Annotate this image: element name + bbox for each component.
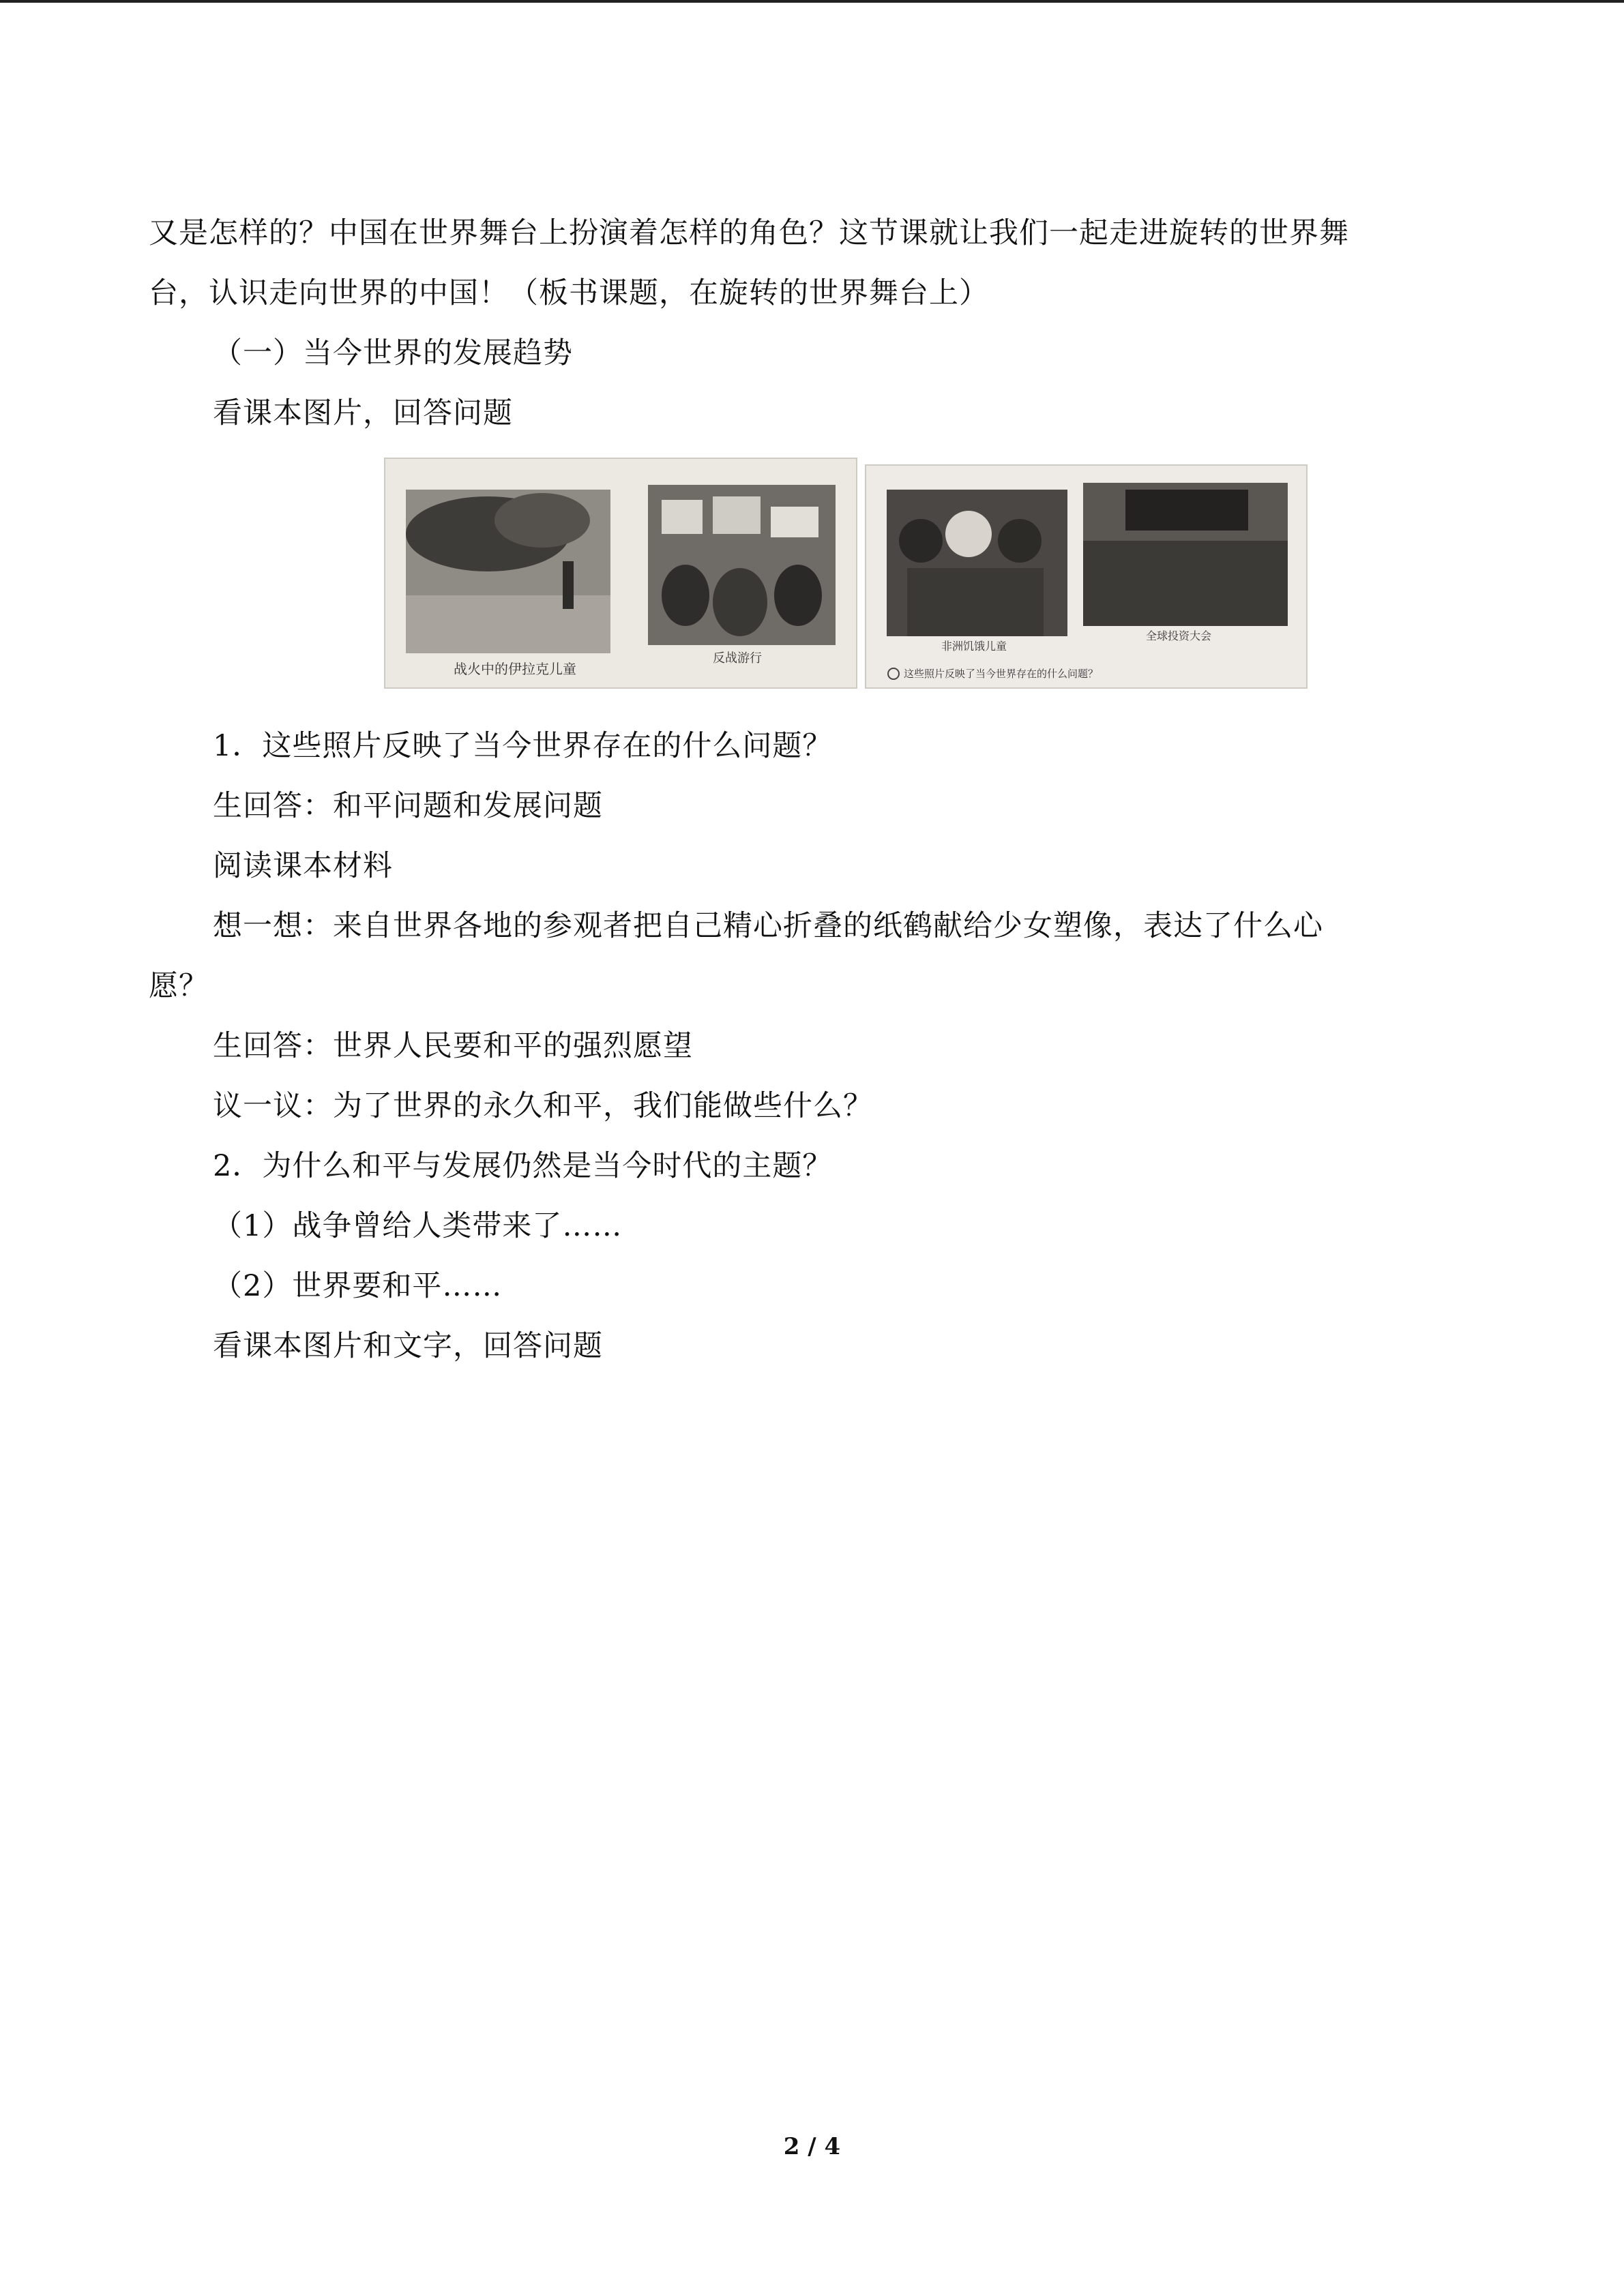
svg-text:战火中的伊拉克儿童: 战火中的伊拉克儿童 (454, 661, 576, 677)
point-2: （2）世界要和平…… (213, 1269, 503, 1303)
paragraph-line-1: 又是怎样的？中国在世界舞台上扮演着怎样的角色？这节课就让我们一起走进旋转的世界舞 (149, 216, 1349, 250)
instruction-photos-text: 看课本图片和文字，回答问题 (213, 1329, 603, 1363)
discuss-prompt: 议一议：为了世界的永久和平，我们能做些什么？ (213, 1089, 873, 1123)
svg-text:非洲饥饿儿童: 非洲饥饿儿童 (941, 640, 1007, 653)
paragraph-line-4: 看课本图片，回答问题 (213, 396, 513, 430)
page-top-border (0, 0, 1624, 3)
textbook-photo-left (384, 458, 857, 689)
question-2: 2．为什么和平与发展仍然是当今时代的主题？ (213, 1149, 833, 1183)
student-answer-2: 生回答：世界人民要和平的强烈愿望 (213, 1029, 693, 1063)
think-prompt: 想一想：来自世界各地的参观者把自己精心折叠的纸鹤献给少女塑像，表达了什么心 (213, 909, 1323, 943)
textbook-photo-right (865, 464, 1308, 689)
question-1: 1．这些照片反映了当今世界存在的什么问题？ (213, 729, 833, 763)
page-number: 2 / 4 (783, 2133, 841, 2160)
svg-text:反战游行: 反战游行 (713, 651, 762, 666)
svg-text:这些照片反映了当今世界存在的什么问题？: 这些照片反映了当今世界存在的什么问题？ (904, 668, 1099, 680)
point-1: （1）战争曾给人类带来了…… (213, 1209, 623, 1243)
student-answer-1: 生回答：和平问题和发展问题 (213, 789, 603, 823)
read-material: 阅读课本材料 (213, 849, 393, 883)
svg-text:全球投资大会: 全球投资大会 (1146, 629, 1212, 642)
section-heading: （一）当今世界的发展趋势 (213, 336, 573, 370)
think-prompt-cont: 愿？ (149, 969, 209, 1003)
paragraph-line-2: 台，认识走向世界的中国！（板书课题，在旋转的世界舞台上） (149, 276, 989, 310)
